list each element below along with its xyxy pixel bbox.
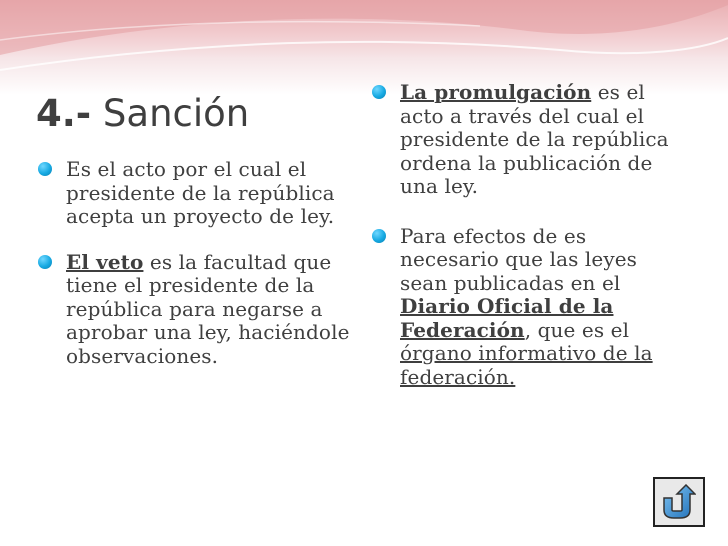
bullet-text: Para efectos de es necesario que las leyes sean publicadas en el <box>400 223 638 295</box>
bullet-dot-icon <box>38 162 52 176</box>
bullet-text: es el acto a través del cual el presidente de la república ordena la publicación de una ley. <box>400 80 669 198</box>
bullet-item <box>36 158 352 229</box>
slide-title <box>36 92 249 136</box>
bullet-item <box>36 251 352 369</box>
bullet-keyword: El veto <box>66 249 144 274</box>
u-turn-arrow-icon <box>662 484 696 520</box>
back-button[interactable] <box>653 477 705 527</box>
bullet-text: , que es el <box>524 317 630 342</box>
bullet-link[interactable]: órgano informativo de la federación. <box>400 341 653 389</box>
left-bullet-list <box>36 158 352 390</box>
bullet-dot-icon <box>38 255 52 269</box>
right-bullet-list <box>370 81 690 411</box>
bullet-keyword-link[interactable]: Diario Oficial de la Federación <box>400 294 614 342</box>
bullet-dot-icon <box>372 229 386 243</box>
bullet-item <box>370 81 690 199</box>
bullet-text: es la facultad que tiene el presidente de la república para negarse a aprobar una ley, haciéndole observaciones. <box>66 249 350 368</box>
bullet-text: Es el acto por el cual el presidente de la república acepta un proyecto de ley. <box>66 157 335 228</box>
title-text: Sanción <box>91 92 250 135</box>
bullet-item <box>370 225 690 390</box>
bullet-keyword: La promulgación <box>400 80 592 104</box>
title-number: 4.- <box>36 92 92 135</box>
bullet-dot-icon <box>372 85 386 99</box>
